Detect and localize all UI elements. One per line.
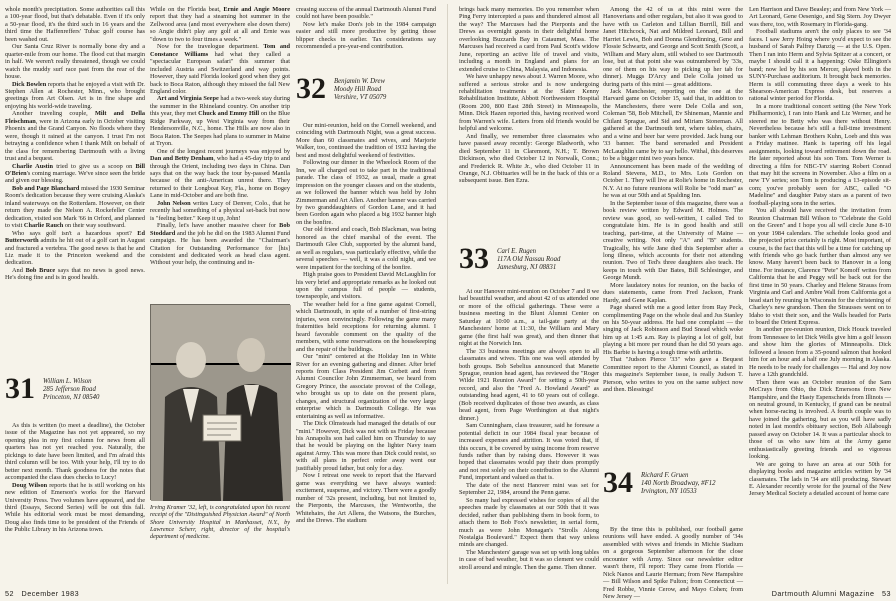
paragraph: Dick Bowlen reports that he enjoyed a visit with Dr. Stephen Allen at Rochester, Minn., who brought greetings from Art Olsen. Art is in fine shape and enjoying his world-wide traveling.	[5, 80, 145, 110]
secretary-city: Princeton, NJ 08540	[43, 394, 100, 402]
issue-date: December 1983	[21, 589, 80, 598]
class-32-header	[296, 72, 436, 128]
class-number: 34	[603, 466, 633, 499]
paragraph: Charlie Austin tried to give us a scoop on Bill O'Brien's coming marriage. We've since seen the bride and given our blessing.	[5, 162, 145, 185]
paragraph: High praise goes to President David McLaughlin for his very brief and appropriate remarks as he looked out upon the campus full of people — students, townspeople, and visitors.	[296, 271, 436, 301]
paragraph: That "Judson Pierce '33" who gave a Bequest Committee report to the Alumni Council, as stated in this magazine's September issue, is really Judson T. Pierson, who writes to you on the same subject now and then. Blessings!	[603, 356, 743, 394]
paragraph: And finally, we remember three classmates who have passed away recently: George Bladworth, who died September 11 in Claremont, N.H.; T. Brown Dickinson, who died October 12 in Norwalk, Conn.; and Frederick R. White Jr., who died October 11 in Orange, N.J. Obituaries will be in the back of this or a subsequent issue. Ben Ezra.	[459, 132, 599, 185]
paragraph: Football stadiums aren't the only places to see '34 faces. I saw Jerry Hoing where you'd expect to see the husband of Sarah Palfrey Danzig — at the U.S. Open. Then I ran into Herm and Sylvia Spitzer at a concert, or maybe I should call it a happening: Oske Ellington's band; now led by his son Mercer, played both in the SUNY-Purchase auditorium. It brought back memories. Herm is still commuting three days a week to his Shearson-American Express desk, but reserves a rational winter period for Florida.	[749, 28, 891, 103]
page-gutter	[447, 4, 448, 584]
secretary-street: 140 North Broadway, #F12	[641, 480, 716, 488]
secretary-street: Moody Hill Road	[334, 86, 382, 94]
paragraph: Doug Wilson reports that he is still working on his new edition of Emerson's works for the Harvard University Press. Two volumes have appeared, and the third (Essays, Second Series) will be out this fall. While his editorial work must be most demanding, Doug also finds time to be president of the Friends of the Public Library in his Arizona town.	[5, 481, 145, 534]
paragraph: As this is written (to meet a deadline), the October issue of the Magazine has not yet appeared, so my opening plea in my first column for news from all quarters has not yet reached you. Naturally, the pickings to date have been limited, and I'm afraid this third column will be too. With your help, I'll try to do better next month. Thank goodness for the notes that accompanied the class dues checks to Lucy!	[5, 422, 145, 482]
column-5	[603, 6, 743, 462]
paragraph: More laudatory notes for reunion, on the backs of dues statements, came from Fred Jackson, Frank Hardy, and Gene Kaplan.	[603, 281, 743, 304]
photo-illustration	[151, 305, 291, 501]
paragraph: Our mini-reunion, held on the Cornell weekend, and coinciding with Dartmouth Night, was a great success. More than 60 classmates and wives, and Marjorie Walker, too, continued the tradition of 1932 having the best and most delightful weekend of festivities.	[296, 122, 436, 159]
column-1b	[5, 422, 145, 580]
column-1	[5, 6, 145, 342]
photo-caption: Irving Kramer '32, left, is congratulated upon his recent receipt of the "Distinguished Physician Award" of North Shore University Hospital in Manhasset, N.Y., by Lawrence Scherr, right, director of the hospital's department of medicine.	[150, 504, 290, 541]
paragraph: Now let's make Don's job in the 1984 campaign easier and still more productive by getting those blipper checks in earlier. Tax considerations say recommended a pre-year-end contribution.	[296, 20, 436, 51]
paragraph: We have unhappy news about J. Warren Moore, who suffered a serious stroke and is now undergoing rehabilitation treatments at the Slater Kenny Rehabilitation Institute, Abbott Northwestern Hospital (Room 200, 800 East 28th Street) in Minneapolis, Minn. Dick Hazen reported this, having received word from Warren's wife. Letters from old friends would be helpful and welcome.	[459, 73, 599, 133]
class-number: 32	[296, 72, 326, 105]
column-2	[150, 6, 290, 306]
paragraph: Our "mini" centered at the Holiday Inn in White River for an evening gathering and dinner. After brief reports from Class President Jim Corbett and from Alumni Councilor John Zimmerman, we heard from Gregory Prince, the associate provost of the College, who brought us up to date on the present plans, changes, and structural organization of the very large enterprise which is Dartmouth College. He was entertaining as well as informative.	[296, 353, 436, 420]
footer-left	[5, 589, 79, 598]
page-number-left: 52	[5, 589, 14, 598]
class-secretary-address	[334, 78, 386, 103]
paragraph: You all should have received the invitation from Reunion Chairman Bill Wilson to "Celebrate the Gold on the Green" and I hope you all will circle June 8-10 on your 1984 calendars. The schedule looks good and the projected price certainly is right. Most important, of course, is the fact that this will be a time for catching up with friends who go back further than almost any we know. Many haven't been back to Hanover in a long time. For instance, Clarence "Pete" Komoff writes from California that he and Peggy will be back out for the first time in 50 years. Charley and Helene Strauss from Virginia and Carl and Ambre Wall from California got a head start by reuning in Wisconsin for the christening of Charley's new grandson. Then the Strausses went on to Idaho to visit their son, and the Walls headed for Paris to board the Orient Express.	[749, 207, 891, 327]
paragraph: And Bob Bruce says that no news is good news. He's doing fine and is in good health.	[5, 266, 146, 282]
paragraph: In another pre-reunion reunion, Dick Houck traveled from Tennessee to let Dick Wells give him a golf lesson and show him the glories of Minneapolis. Dick followed a lesson from a 35-pound salmon that hooked him for an hour and a half one July morning in Alaska. He needs to be ready for challenges — Hal and Joy now have a 12th grandchild.	[749, 326, 891, 379]
secretary-name: Benjamin W. Drew	[334, 78, 386, 85]
paragraph: Now for the travelogue department. Tom and Constance Williams had what they called a "spectacular European safari" this summer that included Austria and Switzerland and way points. However, they said Florida looked good when they got back to Boca Raton, although they missed the fall New England color.	[150, 43, 290, 95]
column-3	[296, 6, 436, 68]
column-3b	[296, 122, 436, 586]
paragraph: While on the Florida beat, Ernie and Angie Moore report that they had a steaming hot summer in the Zellwood area (and most everywhere else down there) so Angie didn't play any golf at all and Ernie was "down to two to four times a week."	[150, 6, 290, 43]
secretary-name: Carl E. Rugen	[497, 248, 537, 255]
paragraph: The Manchesters' garage was set up with long tables in case of bad weather, but it was so clement we could stroll around and mingle. Then the game. Then dinner.	[459, 548, 599, 571]
secretary-name: Richard F. Gruen	[641, 472, 689, 479]
paragraph: Our old friend and coach, Bob Blackman, was being honored as the chief marshal of the event. The Dartmouth Glee Club, supported by the alumni band, as well as regulars, was particularly effective, while the several speeches — well, it was a cold night, and we were impatient for the torching of the bonfire.	[296, 226, 436, 271]
column-6	[749, 6, 891, 586]
class-number: 31	[5, 372, 35, 405]
paragraph: In the September issue of this magazine, there was a book review written by Edward M. Holmes. The review was good, so well-written, I called Ted to congratulate him. He is in good health and still teaching, part-time, at the University of Maine — creative writing. Not only "A" and "B" students. Tragically, his wife Jane died this September after a long illness, which accounts for their not attending reunion. Two of Ted's three daughters also teach. He keeps in touch with Dar Bates, Bill Schlesinger, and George Mundt.	[603, 199, 743, 282]
magazine-title: Dartmouth Alumni Magazine	[771, 589, 875, 598]
paragraph: The Dick Olmsteads had managed the details of our "mini." However, Dick was not with us Friday because his Annapolis son had called him on Thursday to say that he would be playing on the lighter Navy team against Army. This was more than Dick could resist, so with all plans in perfect order away went our justifiably proud father, but only for a day.	[296, 420, 436, 472]
paragraph: Then there was an October reunion of the Sam McCrays from Ohio, the Dick Emersons from New Hampshire, and the Hasty Espenscheids from Illinois — on neutral ground, in Kentucky, if grand can be neutral when horse-racing is involved. A fourth couple was to have joined the gathering, but as you will have sadly noted in last month's obituary section, Bob Allabough passed away on October 14. It was a particular shock to those of us who saw him at the Army game enthusiastically greeting friends and so vigorous looking.	[749, 378, 892, 461]
paragraph: Now I retreat one week to report that the Harvard game was everything we have always wanted: excitement, suspense, and victory. There were a goodly number of '32s present, including, but not limited to, the Pierponts, the Marcuses, the Wentworths, the Whitehairs, the Art Allens, the Watsons, the Burches, and the Drews. The stadium	[296, 472, 436, 525]
column-5b	[603, 526, 743, 601]
secretary-city: Irvington, NY 10533	[641, 488, 697, 496]
class-31-header	[5, 372, 145, 428]
paragraph: whole month's precipitation. Some authorities call this a 100-year flood, but that's debatable. Even if it's only a 50-year flood, it's the third such in 16 years and the third time the Haffenreffers' Tubac golf course has been washed out.	[5, 6, 145, 43]
paragraph: We are going to have an area at our 50th for displaying books and magazine articles written by '34 classmates. The lads in '34 are still producing. Stewart E. Alexander recently wrote for the journal of the New Jersey Medical Society a detailed account of home care	[749, 460, 891, 498]
paragraph: The weather held for a fine game against Cornell, which Dartmouth, in spite of a number of first-string injuries, won convincingly. Following the game many fraternities held receptions for returning alumni. I heard favorable comment on the quality of the members, with some reservations on the housekeeping and the repair of the buildings.	[296, 300, 436, 353]
page-number-right: 53	[882, 589, 891, 598]
paragraph: In a more traditional concert setting (the New York Philharmonic), I ran into Hank and Liz Werner, and he steered me to Betty who was there without Henry. Nevertheless because he's still a full-time investment banker with Lehman Brothers Kuhn, Loeb and this was a Friday matinee. Hank is tapering off his legal assignments, looking toward retirement down the road. He later reported about his son Tom. Tom Werner is directing a film for NBC-TV starring Robert Conrad that may hit the screens in November. Also a film on a new TV series; son Tom is producing a 13-episode sit-com; you've probably seen for ABC, called "O Madeline" and daughter Patsy stars as a parent of two football-playing sons in the series.	[749, 102, 891, 207]
paragraph: One of the longest recent journeys was enjoyed by Dan and Betty Denham, who had a 45-day trip to and through the Orient, including two days in China. Dan says that on the way back the tour by-passed Manila because of the anti-American unrest there. They returned to their Longboat Key, Fla., home on Bogey Lane in mid-October and are both fine.	[150, 147, 290, 200]
paragraph: Who says golf isn't a hazardous sport? Ed Butterworth admits he hit out of a golf cart in August and fractured a vertebra. The good news is that he and Liz made it to the Princeton weekend and the dedication.	[5, 229, 145, 267]
paragraph: Among the 42 of us at this mini were the Hanoverians and other regulars, but also it was good to have with us Carleton and Lillian Burrill, Bill and Janet Hitchcock, Nat and Mildred Leonard, Bill and Harriet Lewis, Bob and Donna Glendinning, Gene and Flossie Schwartz, and George and Scott Smith (Scott, a William and Mary alum, still wished to see Dartmouth lose, but at that point she was outnumbered by '33s, one of them on his way to picking up her tab for dinner). Muggs D'Arcy and Dele Colla joined us during parts of this mini — great additions.	[603, 6, 743, 88]
column-4	[459, 6, 599, 238]
paragraph: Announcement has been made of the wedding of Roland Stevens, M.D., to Mrs. Lois Gordon on October 1. They will live at Rolie's home in Rochester, N.Y. At no future reunions will Rolie be "odd man" as he was at our 50th and at Spalding Inn.	[603, 162, 743, 200]
paragraph: brings back many memories. Do you remember when Ping Ferry intercepted a pass and thundered almost all the way? The Marcuses had the Pierponts and the Drews as overnight guests in their delightful home overlooking Buzzards Bay in Cataumet, Mass. The Marcuses had received a card from Paul Scott's widow June, reporting an active life of travel and visits, including a month in England and plans for an extended cruise to China, Malaysia, and Indonesia.	[459, 6, 599, 73]
paragraph: So many had expressed wishes for copies of all the speeches made by classmates at our 50th that it was decided, rather than publishing them in book form, to attach them to Bob Fox's newsletter, in serial form, much as were John Monagan's "Strolls Along Nostalgia Boulevard." Expect them that way unless minds are changed.	[459, 496, 599, 549]
column-4b	[459, 288, 599, 586]
paragraph: By the time this is published, our football game reunions will have ended. A goodly number of '34s assembled with wives and friends in Michie Stadium on a gorgeous September afternoon for the close encounter with Army. Since our newsletter editor wasn't there, I'll report: They came from Florida — Nick Nanos and Laurie Herman; from New Hampshire — Bill Wilson and Spike Fulton; from Connecticut — Fred Robbe, Vinnie Cerow, and Mayo Cohen; from New Jersey —	[603, 526, 743, 601]
paragraph: At our Hanover mini-reunion on October 7 and 8 we had beautiful weather, and about 42 of us attended one or more of the official gatherings. These were a business meeting in the Blunt Alumni Center on Saturday at 10:00 a.m., a tail-gate party at the Manchesters' home at 11:30, the William and Mary game (the first half was great), and then dinner that night at the Norwich Inn.	[459, 288, 599, 348]
secretary-street: 285 Jefferson Road	[43, 386, 96, 394]
secretary-city: Jamesburg, NJ 08831	[497, 264, 557, 272]
paragraph: The 33 business meetings are always open to all classmates and wives. This one was well attended by both groups. Bob Sebelius announced that Manette Sprague, reunion head agent, has reviewed the "Roger Wilde 1921 Reunion Award" for setting a 50th-year record, and also the "Fred A. Howland Award" as outstanding head agent, 41 to 60 years out of college. (Bob received duplicates of those two awards, as class head agent, from Page Worthington at that night's dinner.)	[459, 347, 599, 422]
secretary-name: William L. Wilson	[43, 378, 92, 385]
secretary-city: Vershire, VT 05079	[334, 94, 387, 102]
paragraph: Sam Cunningham, class treasurer, said he foresaw a potential deficit in our 1984 fiscal year because of increased expenses and attrition. It was voted that, if this occurs, it be covered by using income from reserve funds rather than by raising dues. However it was hoped that classmates would pay their dues promptly and not rest solely on their contribution to the Alumni Fund, important and valued as that is.	[459, 422, 599, 482]
class-secretary-address	[43, 378, 99, 403]
paragraph: John Nelson writes Lucy of Denver, Colo., that he recently had something of a physical set-back but now is "feeling better." Keep it up, John!	[150, 199, 290, 222]
class-secretary-address	[497, 248, 560, 273]
paragraph: creasing success of the annual Dartmouth Alumni Fund could not have been possible."	[296, 6, 436, 21]
paragraph: Another traveling couple, Milt and Della Fleischman, were in Arizona early in October visiting Phoenix and the Grand Canyon. No floods where they were, though it rained at the canyon. I trust I'm not betraying a confidence when I thank Milt on behalf of the class for remembering Dartmouth with a living trust and a bequest.	[5, 110, 145, 163]
secretary-street: 117A Old Nassau Road	[497, 256, 561, 264]
paragraph: Art and Virginia Seepe had a two-week stay during the summer in the Rhineland country. On another trip this year, they met Chuck and Emmy Hill on the Blue Ridge Parkway, up West Virginia way from their Hendersonville, N.C., home. The Hills are now also in Boca Raton. The Seepes had plans to summer in Maine at Tryon.	[150, 95, 290, 148]
paragraph: Jack Manchester, reporting on the one at the Harvard game on October 15, said that, in addition to the Manchesters, there were Dele Colla and son, Coleman '58, Bob Mitchell, Ev Shineman, Mannie and Chilant Sprague, and Sid and Miriam Stoneman. All gathered at the Dartmouth tent, where tables, chairs, and a wine and beer bar were provided. Jack hung our '33 banner. The band serenaded and President McLaughlin came by to say hello. Withal, this deserves to be a bigger mini two years hence.	[603, 87, 743, 163]
class-secretary-address	[641, 472, 716, 497]
paragraph: Bob and Page Blanchard missed the 1930 Seminar Room's dedication because they were cruising Alaska's inland waterways on the Rotterdam. However, on their return they made the Nelson A. Rockefeller Center dedication, visited son Mark '66 in Orford, and planned to visit Charlie Rauch on their way southward.	[5, 184, 145, 230]
class-34-header	[603, 466, 745, 522]
paragraph: Page shared with me a good letter from Ray Peck, complimenting Page on the whole deal and Jus Stanley on his 50-year address. He had one complaint — the singing of Jack Robinson and Bud Snead which woke him up at 1:45 a.m. Ray is playing a lot of golf, but playing a bit more per round than he did 50 years ago. His Barbie is having a tough time with arthritis.	[603, 304, 743, 356]
photo-award-presentation	[150, 304, 290, 500]
paragraph: Our Santa Cruz River is normally bone dry and a quarter-mile from our home. The flood cut that margin in half. We weren't really threatened, though we could watch the muddy surf race past from the rear of the house.	[5, 43, 145, 81]
paragraph: Len Harrison and Dave Beasley; and from New York — Art Leonard, Gene Oesenigo, and Sig Stern. Joy Dwyer was there, too, with Rosemary in Florida-gang.	[749, 6, 891, 28]
paragraph: Following our dinner in the Wheelock Room of the Inn, we all charged out to take part in the traditional parade. The class of 1932, as usual, made a great impression on the younger classes and on the students, as we followed the banner which was held by John Zimmerman and Art Allen. Another banner was carried by two granddaughters of Gordon Lane, and it had been Gordon again who placed a big 1932 banner high on the bonfire.	[296, 159, 436, 226]
paragraph: Finally, let's have another massive cheer for Bob Stoddard and the job he did on the 1983 Alumni Fund campaign. He has been awarded the "Chairman's Citation for Outstanding Performance for [his] consistent and dedicated work as head class agent. Without your help, the continuing and in-	[150, 222, 290, 267]
footer-right	[772, 589, 891, 598]
paragraph: The date of the next Hanover mini was set for September 22, 1984, around the Penn game.	[459, 481, 599, 497]
class-number: 33	[459, 242, 489, 275]
